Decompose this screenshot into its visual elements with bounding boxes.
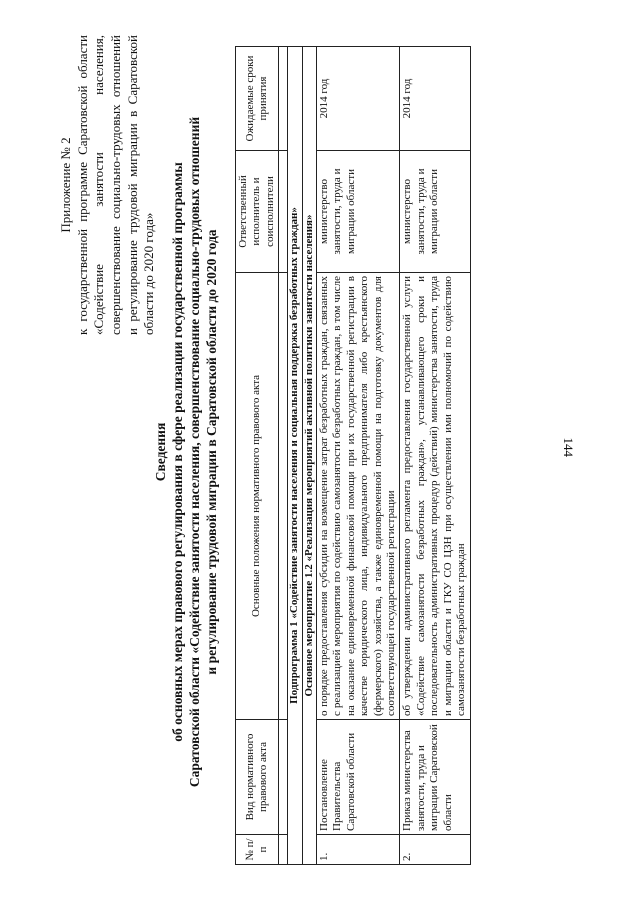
measures-table — [235, 46, 471, 865]
subprogram-title: Подпрограмма 1 «Содействие занятости населения и социальная поддержка безработных граждан» — [288, 47, 302, 865]
heading-line-3: Саратовской области «Содействие занятости населения, совершенствование социально-трудовых отношений — [187, 116, 202, 788]
appendix-block — [58, 35, 158, 335]
main-measure-row — [302, 47, 316, 865]
heading-line-2: об основных мерах правового регулирования в сфере реализации государственной программы — [170, 162, 185, 742]
row-number: 1. — [317, 835, 400, 865]
subprogram-row — [288, 47, 302, 865]
heading-line-4: и регулирование трудовой миграции в Саратовской области до 2020 года — [204, 229, 219, 675]
table-header-row — [236, 47, 279, 865]
column-index-row — [279, 47, 288, 865]
document-page — [20, 17, 620, 887]
row-term: 2014 год — [400, 47, 470, 151]
row-number: 2. — [400, 835, 470, 865]
row-content: об утверждении административного регламента предоставления государственной услуги «Содействие самозанятости безработных граждан», устанавливающего сроки и последовательность административных процедур (действий) министерства занятости, труда и миграции области и ГКУ СО ЦЗН при осуществлении ими полномочий по содействию самозанятости безработных граждан — [400, 273, 470, 720]
row-act-type: Приказ министерства занятости, труда и миграции Саратовской области — [400, 720, 470, 835]
row-term: 2014 год — [317, 47, 400, 151]
document-heading — [152, 17, 220, 887]
header-number: № п/п — [236, 835, 279, 865]
heading-line-1: Сведения — [153, 422, 168, 482]
appendix-text: к государственной программе Саратовской области «Содействие занятости населения, совершенствование социально-трудовых отношений и регулирование трудовой миграции в Саратовской области до 2020 года» — [74, 35, 157, 335]
main-measure-title: Основное мероприятие 1.2 «Реализация мероприятий активной политики занятости населения» — [302, 47, 316, 865]
row-executor: министерство занятости, труда и миграции области — [400, 151, 470, 273]
table-row — [400, 47, 470, 865]
page-number: 144 — [561, 437, 576, 457]
appendix-title: Приложение № 2 — [58, 137, 73, 233]
row-content: о порядке предоставления субсидии на возмещение затрат безработных граждан, связанных с реализацией мероприятия по содействию самозанятости безработных граждан, в том числе на оказание единовременной финансовой помощи при их государственной регистрации в качестве юридического лица, индивидуального предпринимателя либо крестьянского (фермерского) хозяйства, а также единовременной помощи на подготовку документов для соответствующей государственной регистрации — [317, 273, 400, 720]
header-executor: Ответственный исполнитель и соисполнители — [236, 151, 279, 273]
header-term: Ожидаемые сроки принятия — [236, 47, 279, 151]
header-act-type: Вид нормативного правового акта — [236, 720, 279, 835]
row-executor: министерство занятости, труда и миграции области — [317, 151, 400, 273]
header-content: Основные положения нормативного правового акта — [236, 273, 279, 720]
table-row — [317, 47, 400, 865]
row-act-type: Постановление Правительства Саратовской области — [317, 720, 400, 835]
